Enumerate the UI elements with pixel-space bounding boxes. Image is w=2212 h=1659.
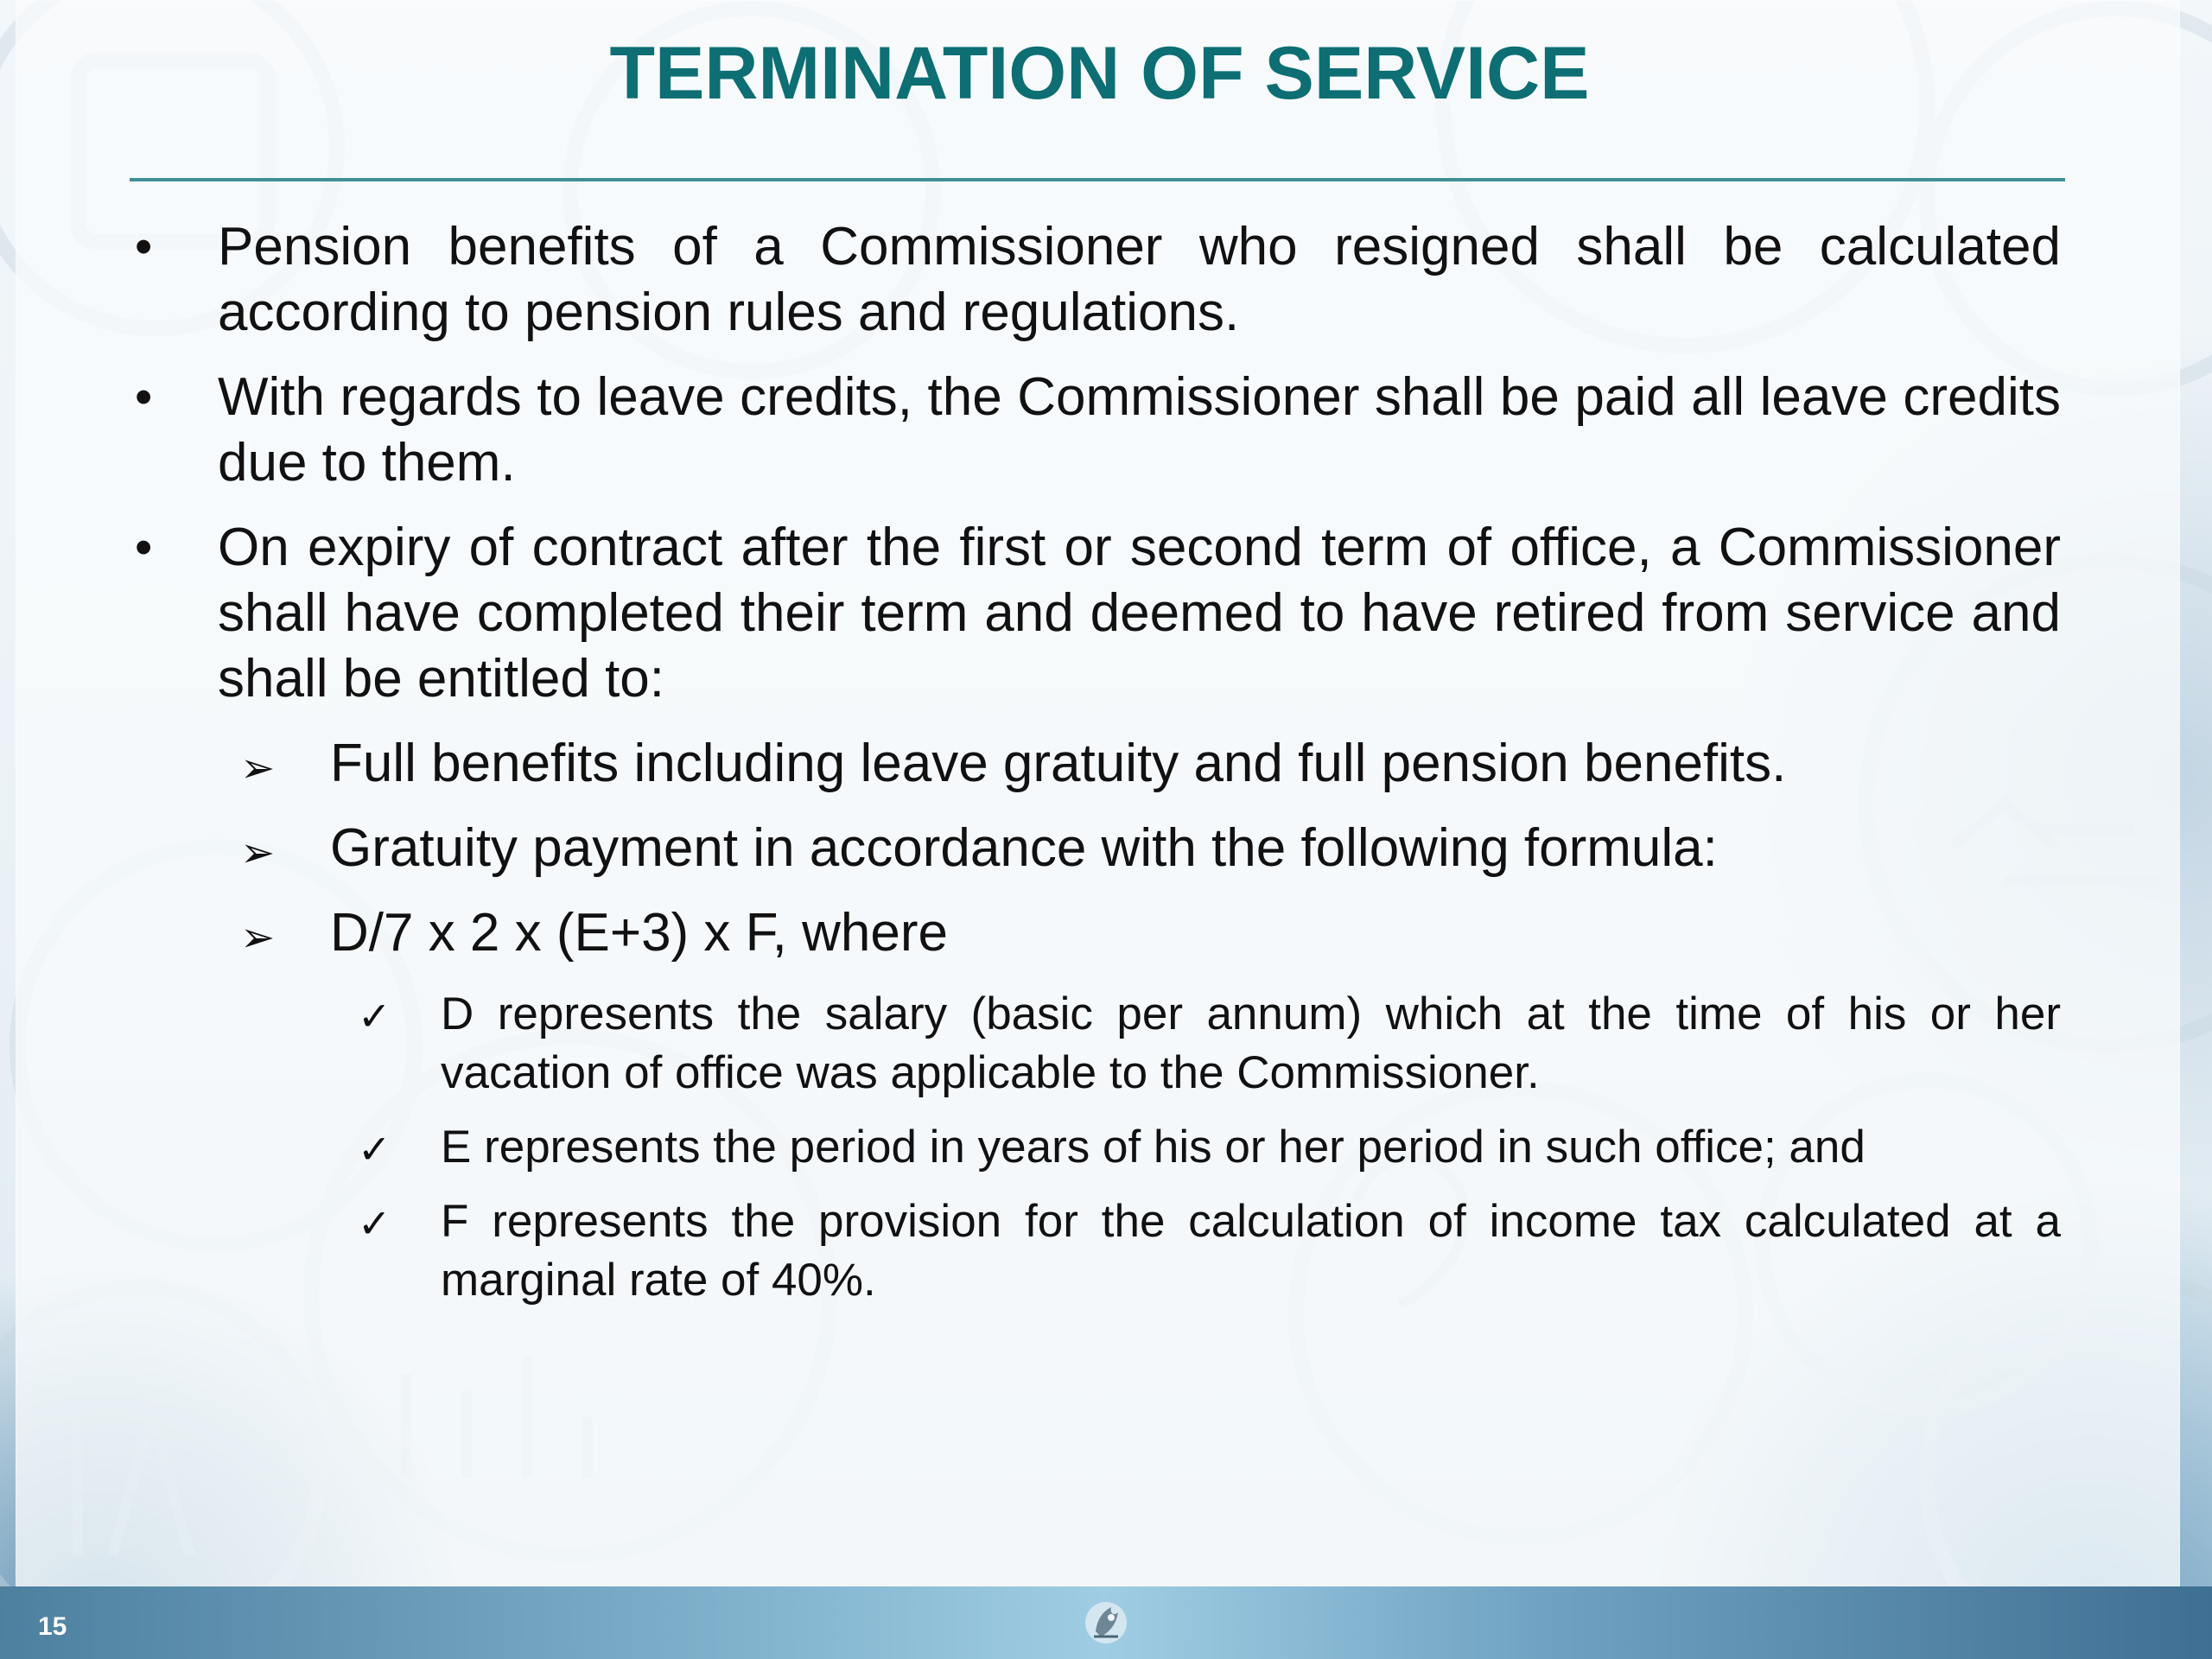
bullet-icon: • — [135, 519, 153, 575]
definition-text: F represents the provision for the calculation of income tax calculated at a marginal rate of 40%. — [441, 1196, 2061, 1306]
bullet-text: On expiry of contract after the first or second term of office, a Commissioner shall have completed their term and deemed to have retired from service and shall be entitled to: — [218, 518, 2061, 709]
footer-logo-icon — [1078, 1593, 1134, 1654]
sub-item — [130, 731, 2061, 797]
sub-item-text: Full benefits including leave gratuity and full pension benefits. — [330, 734, 1787, 793]
sub-item — [130, 816, 2061, 881]
checkmark-icon: ✓ — [358, 994, 391, 1039]
page-number: 15 — [38, 1612, 67, 1641]
bullet-icon: • — [135, 219, 153, 275]
bullet-item — [130, 515, 2061, 712]
bullet-item — [130, 214, 2061, 346]
sub-item — [130, 900, 2061, 966]
definition-text: D represents the salary (basic per annum) which at the time of his or her vacation of office was applicable to the Commissioner. — [441, 988, 2061, 1098]
arrow-icon: ➢ — [240, 746, 276, 791]
checkmark-icon: ✓ — [358, 1127, 391, 1172]
definition-item — [130, 1192, 2061, 1310]
bullet-text: With regards to leave credits, the Commissioner shall be paid all leave credits due to them. — [218, 367, 2061, 493]
arrow-icon: ➢ — [240, 830, 276, 876]
definition-text: E represents the period in years of his or her period in such office; and — [441, 1122, 1866, 1173]
checkmark-icon: ✓ — [358, 1201, 391, 1246]
bullet-item — [130, 365, 2061, 496]
title-rule — [130, 178, 2065, 181]
bullet-icon: • — [135, 369, 153, 425]
slide-title: TERMINATION OF SERVICE — [609, 32, 1590, 115]
definition-item — [130, 985, 2061, 1103]
arrow-icon: ➢ — [240, 915, 276, 961]
formula-text: D/7 x 2 x (E+3) x F, where — [330, 903, 948, 963]
slide-content — [130, 214, 2061, 1325]
sub-item-text: Gratuity payment in accordance with the following formula: — [330, 818, 1718, 878]
bullet-text: Pension benefits of a Commissioner who resigned shall be calculated according to pension rules and regulations. — [218, 217, 2061, 342]
definition-item — [130, 1118, 2061, 1177]
